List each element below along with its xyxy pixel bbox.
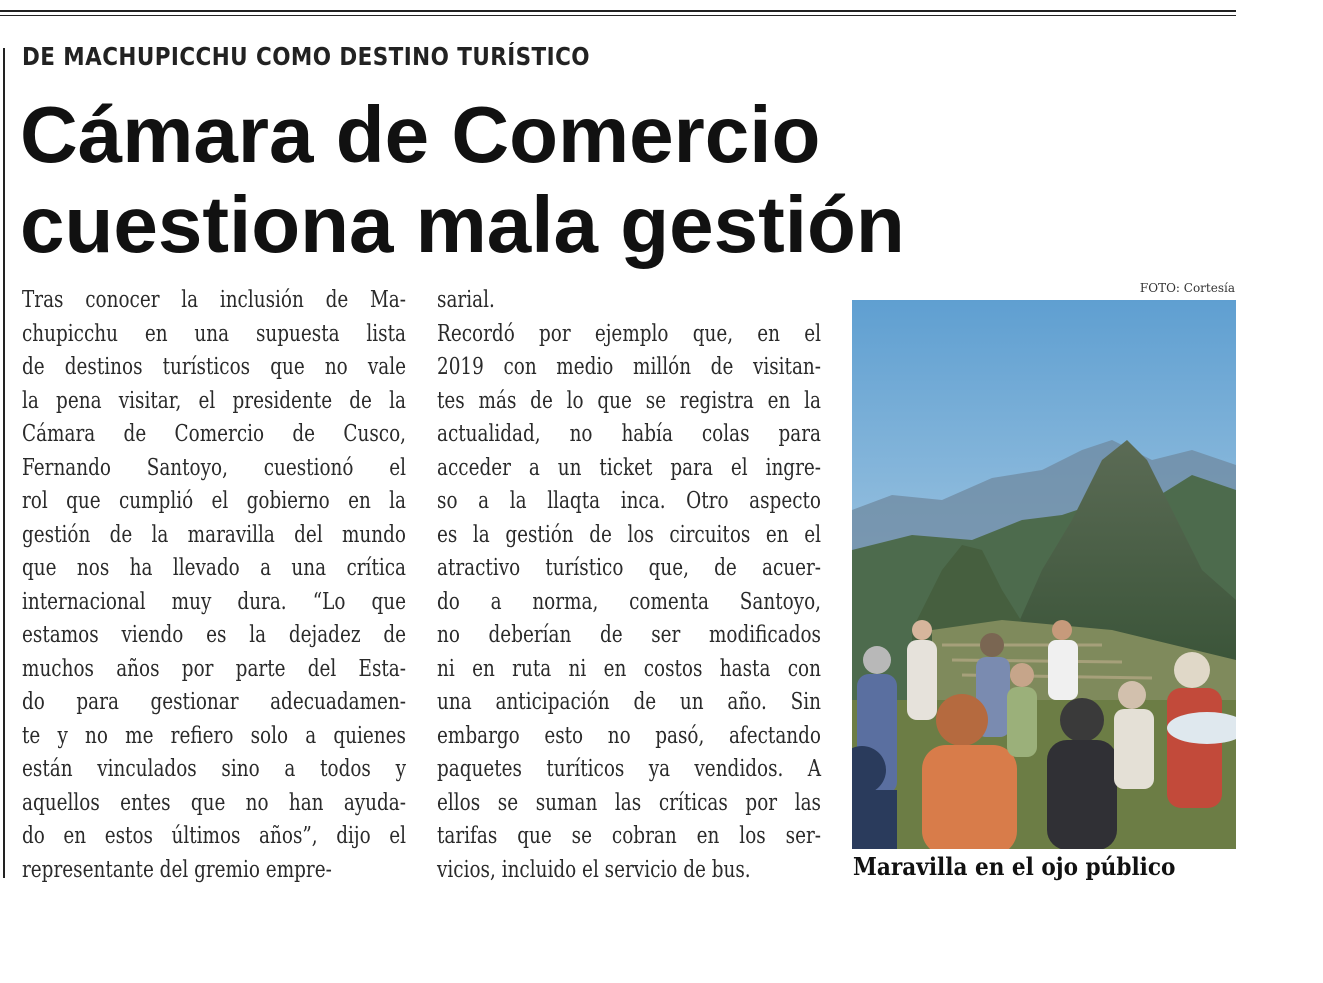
text-line: que nos ha llevado a una crítica <box>22 555 406 581</box>
text-line: están vinculados sino a todos y <box>22 756 406 782</box>
text-line: Tras conocer la inclusión de Ma- <box>22 287 406 313</box>
text-line: tarifas que se cobran en los ser- <box>437 823 821 849</box>
text-line: atractivo turístico que, de acuer- <box>437 555 821 581</box>
text-line: es la gestión de los circuitos en el <box>437 521 821 548</box>
text-line: rol que cumplió el gobierno en la <box>22 488 406 514</box>
text-line: aquellos entes que no han ayuda- <box>22 789 406 816</box>
text-line: muchos años por parte del Esta- <box>22 655 406 682</box>
text-line: do en estos últimos años”, dijo el <box>22 823 406 849</box>
text-line: chupicchu en una supuesta lista <box>22 320 406 347</box>
text-line: representante del gremio empre- <box>22 856 332 883</box>
top-rule-thin <box>0 15 1236 16</box>
text-line: no deberían de ser modificados <box>437 622 821 648</box>
text-line: vicios, incluido el servicio de bus. <box>437 856 751 883</box>
text-line: paquetes turíticos ya vendidos. A <box>437 756 821 782</box>
text-line: estamos viendo es la dejadez de <box>22 622 406 648</box>
text-line: actualidad, no había colas para <box>437 421 821 447</box>
headline <box>20 90 905 270</box>
text-line: una anticipación de un año. Sin <box>437 689 821 715</box>
text-line: Recordó por ejemplo que, en el <box>437 320 821 347</box>
headline-line: Cámara de Comercio <box>20 90 821 179</box>
text-line: so a la llaqta inca. Otro aspecto <box>437 488 821 514</box>
article-column-1 <box>22 284 406 887</box>
text-line: acceder a un ticket para el ingre- <box>437 454 821 481</box>
text-line: do para gestionar adecuadamen- <box>22 689 406 715</box>
article-column-2 <box>437 284 821 887</box>
text-line: sarial. <box>437 287 495 313</box>
text-line: ni en ruta ni en costos hasta con <box>437 655 821 682</box>
text-line: te y no me refiero solo a quienes <box>22 722 406 749</box>
text-line: Fernando Santoyo, cuestionó el <box>22 454 406 481</box>
text-line: gestión de la maravilla del mundo <box>22 521 406 548</box>
photo-caption: Maravilla en el ojo público <box>853 852 1176 881</box>
photo-machupicchu <box>852 300 1236 849</box>
photo-illustration <box>852 300 1236 849</box>
text-line: de destinos turísticos que no vale <box>22 354 406 380</box>
text-line: tes más de lo que se registra en la <box>437 387 821 414</box>
text-line: Cámara de Comercio de Cusco, <box>22 421 406 447</box>
text-line: la pena visitar, el presidente de la <box>22 387 406 414</box>
photo-credit: FOTO: Cortesía <box>1139 281 1235 295</box>
text-line: embargo esto no pasó, afectando <box>437 722 821 749</box>
text-line: ellos se suman las críticas por las <box>437 789 821 816</box>
top-rule <box>0 10 1236 12</box>
left-margin-rule <box>3 48 5 878</box>
text-line: 2019 con medio millón de visitan- <box>437 354 821 380</box>
text-line: do a norma, comenta Santoyo, <box>437 588 821 615</box>
headline-line: cuestiona mala gestión <box>20 180 905 269</box>
kicker: DE MACHUPICCHU COMO DESTINO TURÍSTICO <box>22 42 590 71</box>
text-line: internacional muy dura. “Lo que <box>22 588 406 615</box>
